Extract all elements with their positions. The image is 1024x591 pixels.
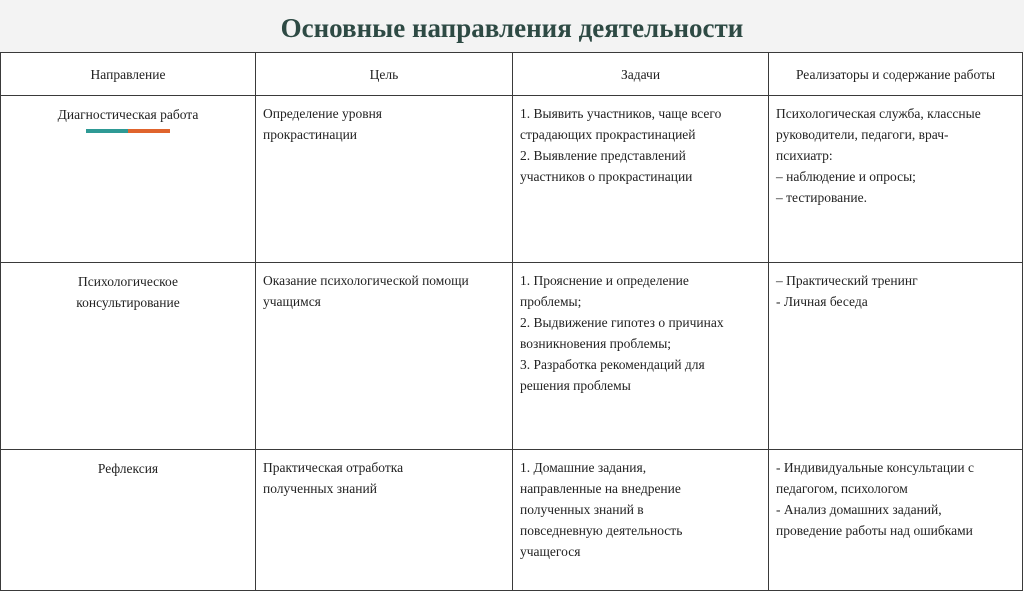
text-line: прокрастинации bbox=[263, 127, 358, 142]
header-tasks: Задачи bbox=[513, 53, 769, 96]
text-line: учащегося bbox=[520, 544, 581, 559]
text-line: 1. Домашние задания, bbox=[520, 460, 647, 475]
accent-orange-bar bbox=[128, 129, 170, 133]
cell-performers bbox=[769, 96, 1023, 263]
cell-goal bbox=[256, 450, 513, 591]
text-line: полученных знаний bbox=[263, 481, 377, 496]
text-line: педагогом, психологом bbox=[776, 481, 908, 496]
text-line: Психологическая служба, классные bbox=[776, 106, 981, 121]
header-goal: Цель bbox=[256, 53, 513, 96]
text-line: Диагностическая работа bbox=[57, 107, 199, 122]
header-direction: Направление bbox=[1, 53, 256, 96]
accent-teal-bar bbox=[86, 129, 128, 133]
text-line: 2. Выдвижение гипотез о причинах bbox=[520, 315, 724, 330]
text-line: – Практический тренинг bbox=[776, 273, 918, 288]
text-line: 1. Выявить участников, чаще всего bbox=[520, 106, 722, 121]
text-line: Определение уровня bbox=[263, 106, 383, 121]
cell-goal bbox=[256, 96, 513, 263]
text-line: возникновения проблемы; bbox=[520, 336, 672, 351]
text-line: – наблюдение и опросы; bbox=[776, 169, 916, 184]
text-line: решения проблемы bbox=[520, 378, 631, 393]
text-line: 3. Разработка рекомендаций для bbox=[520, 357, 705, 372]
cell-direction bbox=[1, 450, 256, 591]
text-line: 2. Выявление представлений bbox=[520, 148, 686, 163]
text-line: полученных знаний в bbox=[520, 502, 644, 517]
page-title: Основные направления деятельности bbox=[280, 12, 744, 43]
text-line: Практическая отработка bbox=[263, 460, 404, 475]
text-line: психиатр: bbox=[776, 148, 833, 163]
activity-table bbox=[0, 52, 1023, 591]
cell-direction bbox=[1, 263, 256, 450]
text-line: страдающих прокрастинацией bbox=[520, 127, 696, 142]
table-header-row bbox=[1, 53, 1023, 96]
table-row bbox=[1, 450, 1023, 591]
accent-underline bbox=[5, 129, 251, 133]
text-line: учащимся bbox=[263, 294, 321, 309]
text-line: - Индивидуальные консультации с bbox=[776, 460, 974, 475]
text-line: повседневную деятельность bbox=[520, 523, 683, 538]
text-line: Психологическое bbox=[78, 274, 178, 289]
text-line: - Анализ домашних заданий, bbox=[776, 502, 942, 517]
text-line: участников о прокрастинации bbox=[520, 169, 693, 184]
text-line: консультирование bbox=[76, 295, 180, 310]
table-row bbox=[1, 263, 1023, 450]
text-line: Оказание психологической помощи bbox=[263, 273, 469, 288]
table-row bbox=[1, 96, 1023, 263]
cell-direction bbox=[1, 96, 256, 263]
cell-performers bbox=[769, 263, 1023, 450]
text-line: направленные на внедрение bbox=[520, 481, 681, 496]
text-line: - Личная беседа bbox=[776, 294, 868, 309]
title-bar bbox=[0, 0, 1024, 52]
text-line: 1. Прояснение и определение bbox=[520, 273, 689, 288]
cell-tasks bbox=[513, 96, 769, 263]
text-line: проблемы; bbox=[520, 294, 582, 309]
header-performers: Реализаторы и содержание работы bbox=[769, 53, 1023, 96]
cell-performers bbox=[769, 450, 1023, 591]
text-line: – тестирование. bbox=[776, 190, 867, 205]
text-line: проведение работы над ошибками bbox=[776, 523, 973, 538]
cell-tasks bbox=[513, 263, 769, 450]
text-line: Рефлексия bbox=[97, 461, 159, 476]
cell-goal bbox=[256, 263, 513, 450]
cell-tasks bbox=[513, 450, 769, 591]
text-line: руководители, педагоги, врач- bbox=[776, 127, 949, 142]
